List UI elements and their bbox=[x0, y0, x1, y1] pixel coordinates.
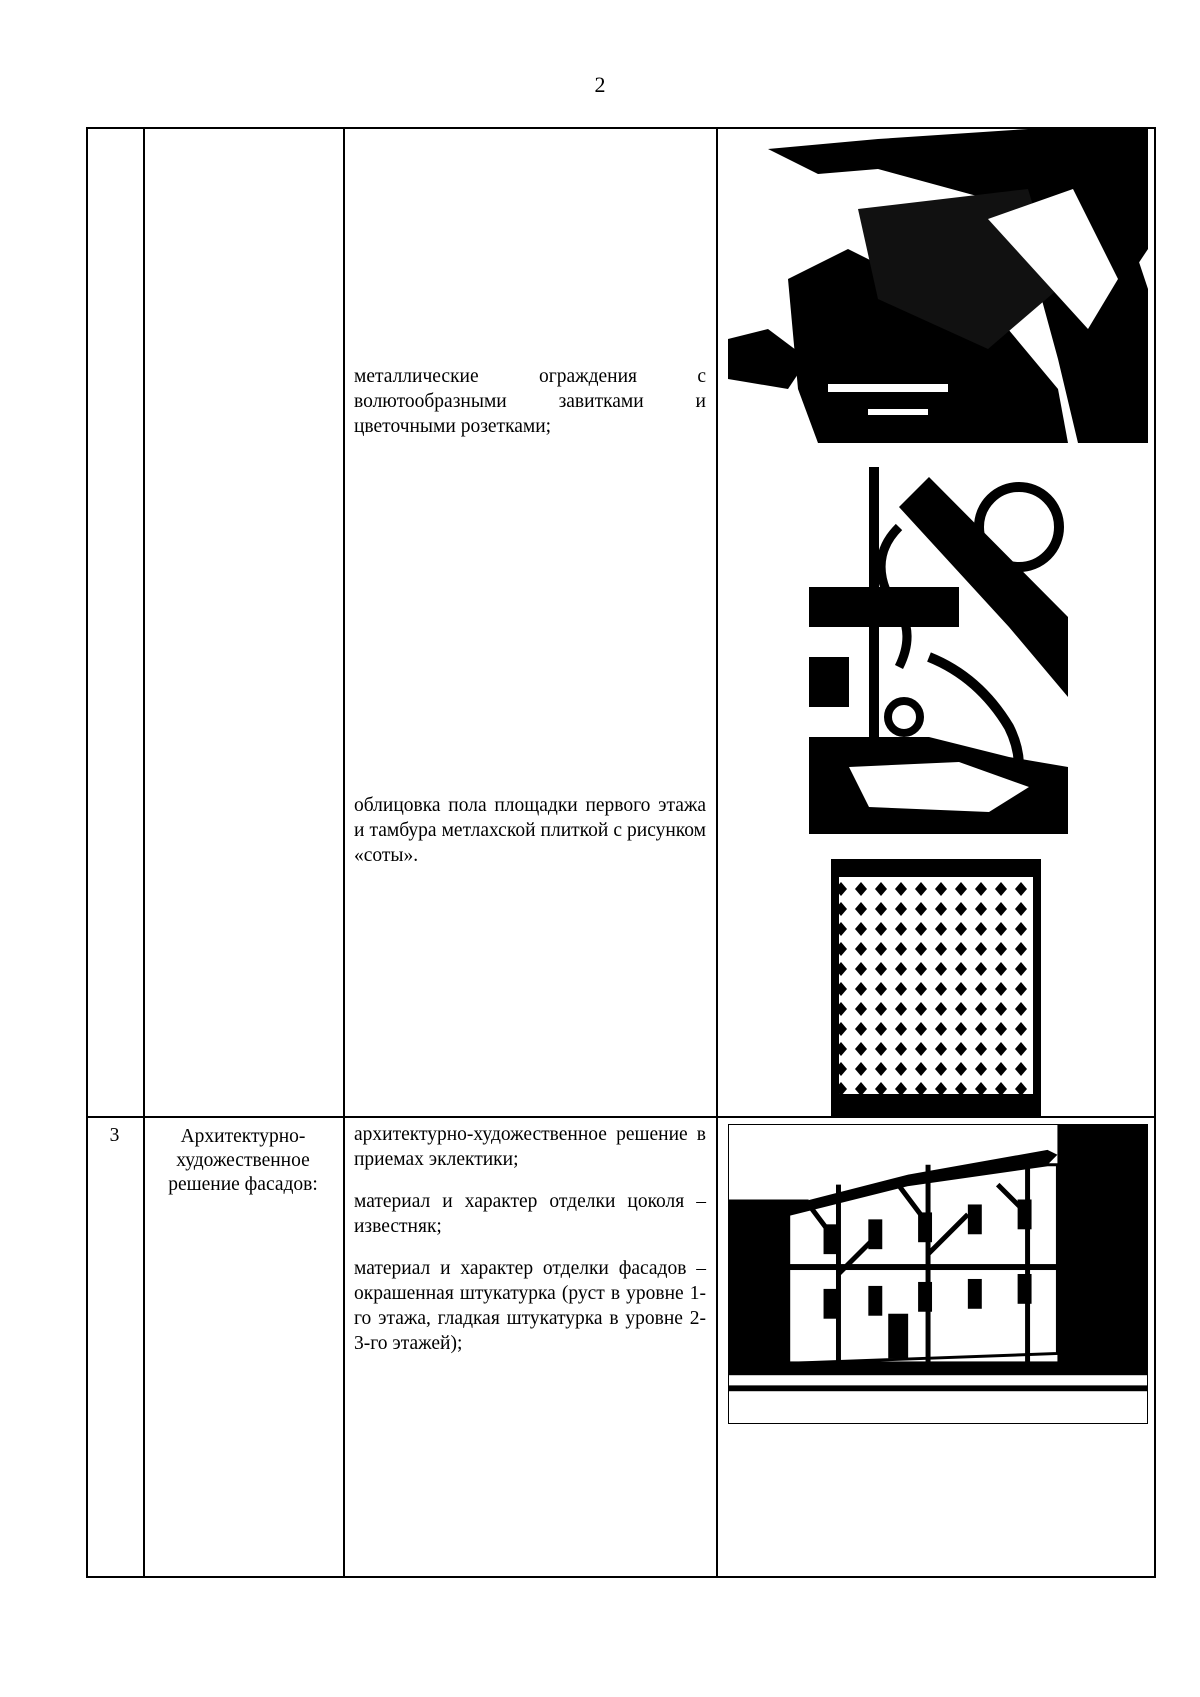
column-border bbox=[1154, 127, 1156, 1578]
row-name: Архитектурно-художественное решение фасадов: bbox=[168, 1126, 318, 1195]
plinth-finish-item: материал и характер отделки цоколя – известняк; bbox=[354, 1191, 706, 1237]
floor-tile-description: облицовка пола площадки первого этажа и тамбура метлахской плиткой с рисунком «соты». bbox=[354, 795, 706, 866]
honeycomb-tile-photo bbox=[831, 859, 1041, 1116]
stair-landing-photo bbox=[728, 129, 1148, 443]
column-border bbox=[143, 127, 145, 1578]
page-number: 2 bbox=[594, 72, 606, 97]
railings-description: металлические ограждения с волютообразными завитками и цветочными розетками; bbox=[354, 366, 706, 437]
building-facade-photo bbox=[728, 1124, 1148, 1424]
iron-railing-photo bbox=[809, 467, 1068, 834]
column-border bbox=[716, 127, 718, 1578]
facade-description bbox=[354, 1122, 706, 1373]
column-border bbox=[343, 127, 345, 1578]
objects-table bbox=[86, 127, 1156, 1578]
facade-finish-item: материал и характер отделки фасадов – окрашенная штукатурка (руст в уровне 1-го этажа, гладкая штукатурка в уровне 2-3-го этажей); bbox=[354, 1258, 706, 1354]
facade-style-item: архитектурно-художественное решение в приемах эклектики; bbox=[354, 1124, 706, 1170]
row-divider bbox=[86, 1116, 1156, 1118]
table-bottom-border bbox=[86, 1576, 1156, 1578]
row-number: 3 bbox=[109, 1125, 120, 1146]
column-border bbox=[86, 127, 88, 1578]
